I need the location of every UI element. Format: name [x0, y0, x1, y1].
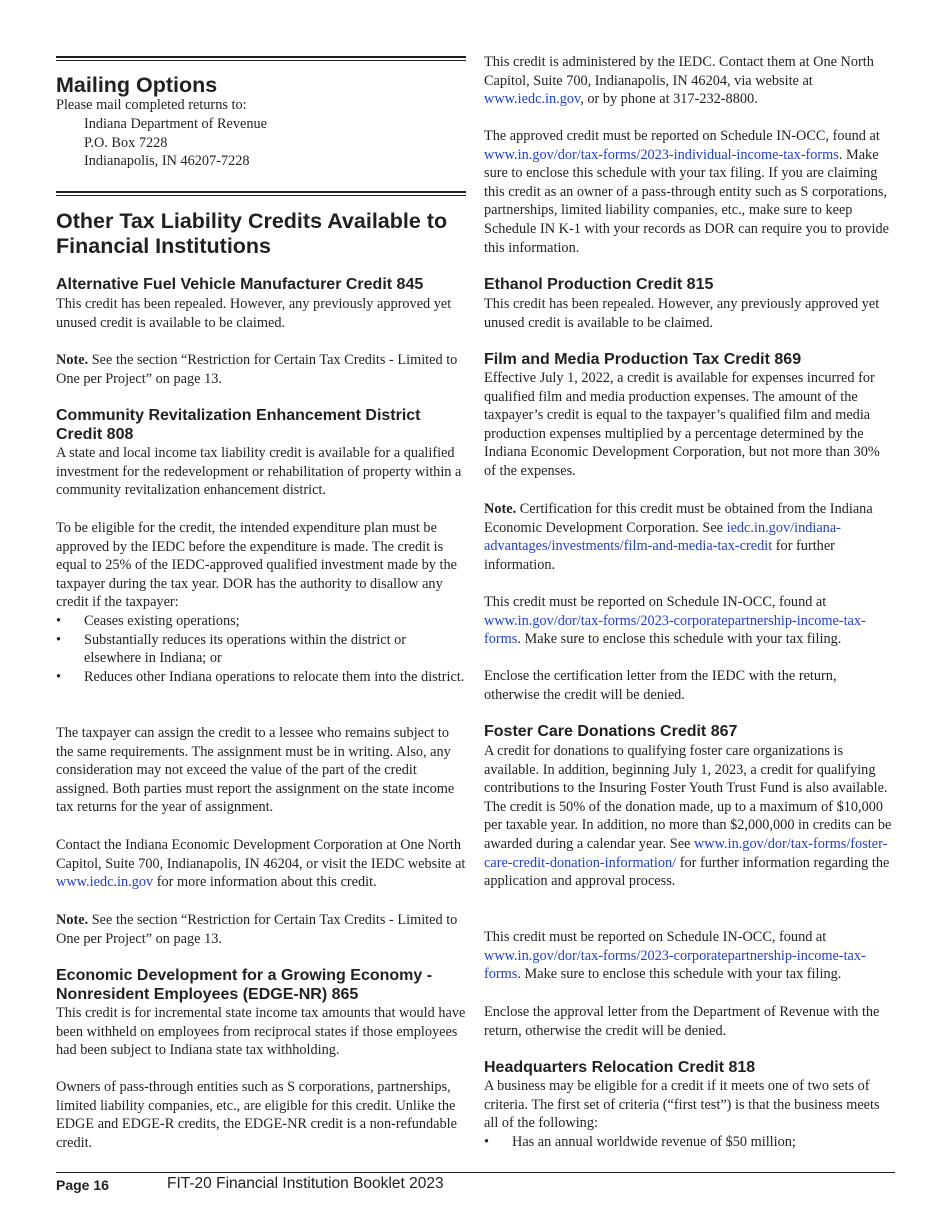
hq-bullet-list: [484, 1133, 895, 1152]
edge-paragraph-4: [484, 127, 895, 257]
list-item: • Has an annual worldwide revenue of $50 million;: [484, 1133, 895, 1152]
section-divider: [56, 191, 466, 196]
cred-note-text: See the section “Restriction for Certain Tax Credits - Limited to One per Project” on page 13.: [56, 912, 458, 947]
afv-heading: Alternative Fuel Vehicle Manufacturer Credit 845: [56, 276, 424, 293]
cred-heading: Community Revitalization Enhancement District Credit 808: [56, 407, 421, 443]
edge-paragraph-2: Owners of pass-through entities such as S corporations, partnerships, limited liability companies, etc., are eligible for this credit. Unlike the EDGE and EDGE-R credits, the EDGE-NR credit is a non-refundable credit.: [56, 1079, 457, 1151]
film-heading: Film and Media Production Tax Credit 869: [484, 351, 802, 368]
ethanol-heading: Ethanol Production Credit 815: [484, 276, 714, 293]
cred-p4-text: Contact the Indiana Economic Development Corporation at One North Capitol, Suite 700, Indianapolis, IN 46204, or visit the IEDC website at: [56, 837, 466, 872]
film-p3-text: This credit must be reported on Schedule IN-OCC, found at: [484, 594, 827, 610]
foster-paragraph-3: Enclose the approval letter from the Department of Revenue with the return, otherwise the credit will be denied.: [484, 1004, 880, 1039]
edge-paragraph-3: [484, 53, 895, 109]
cred-paragraph-4: [56, 836, 466, 892]
foster-heading: Foster Care Donations Credit 867: [484, 723, 738, 740]
film-p3-text-end: . Make sure to enclose this schedule with your tax filing.: [517, 631, 842, 648]
foster-care-link[interactable]: www.in.gov/dor/tax-forms/foster-care-credit-donation-information/: [484, 835, 888, 871]
mailing-address: [56, 115, 466, 171]
cred-paragraph-2: To be eligible for the credit, the intended expenditure plan must be approved by the IEDC before the expenditure is made. The credit is equal to 25% of the IEDC-approved qualified investment made by the taxpayer during the tax year. DOR has the authority to disallow any credit if the taxpayer:: [56, 520, 457, 611]
film-note-text-end: for further information.: [484, 538, 835, 573]
edge-p4-text: The approved credit must be reported on Schedule IN-OCC, found at: [484, 128, 880, 144]
afv-text: This credit has been repealed. However, any previously approved yet unused credit is available to be claimed.: [56, 296, 452, 331]
film-note: [484, 500, 895, 574]
cred-note: [56, 911, 466, 948]
page-number: Page 16: [56, 1177, 109, 1193]
cred-paragraph-1: A state and local income tax liability credit is available for a qualified investment for the redevelopment or rehabilitation of property within a community revitalization enhancement district.: [56, 445, 462, 499]
footer-divider: [56, 1172, 895, 1173]
note-label: Note.: [56, 912, 89, 928]
foster-paragraph-2: [484, 928, 895, 984]
mailing-intro: Please mail completed returns to:: [56, 97, 247, 113]
film-note-text: Certification for this credit must be obtained from the Indiana Economic Development Corporation. See: [484, 501, 873, 536]
edge-heading: Economic Development for a Growing Economy - Nonresident Employees (EDGE-NR) 865: [56, 967, 433, 1003]
address-line-3: Indianapolis, IN 46207-7228: [84, 153, 250, 170]
foster-p1-text: A credit for donations to qualifying foster care organizations is available. In addition, beginning July 1, 2023, a credit for qualifying contributions to the Insuring Foster Youth Trust Fund is also available. The credit is 50% of the donation made, up to a maximum of $10,000 per taxable year. In addition, no more than $2,000,000 in credits can be awarded during a calendar year. See: [484, 743, 892, 852]
address-line-2: P.O. Box 7228: [84, 134, 168, 151]
list-item: • Ceases existing operations;: [56, 612, 466, 631]
booklet-title: FIT-20 Financial Institution Booklet 2023: [167, 1175, 444, 1192]
section-title: Other Tax Liability Credits Available to Financial Institutions: [56, 209, 448, 258]
hq-paragraph-1: A business may be eligible for a credit if it meets one of two sets of criteria. The first set of criteria (“first test”) is that the business meets all of the following:: [484, 1078, 880, 1132]
top-divider: [56, 56, 466, 61]
edge-p3-text-end: , or by phone at 317-232-8800.: [580, 91, 758, 108]
address-line-1: Indiana Department of Revenue: [84, 116, 268, 132]
note-label: Note.: [484, 501, 517, 517]
edge-p4-text-end: . Make sure to enclose this schedule with your tax filing. If you are claiming this credit as an owner of a pass-through entity such as S corporations, partnerships, limited liability companies, etc., make sure to keep Schedule IN K-1 with your records as DOR can require you to provide this information.: [484, 146, 889, 256]
film-paragraph-1: Effective July 1, 2022, a credit is available for expenses incurred for qualified film and media production expenses. The amount of the taxpayer’s credit is equal to the taxpayer’s qualified film and media production expenses multiplied by a percentage determined by the Indiana Economic Development Corporation, but not more than 30% of the expenses.: [484, 370, 880, 479]
edge-paragraph-1: This credit is for incremental state income tax amounts that would have been withheld on employees from reciprocal states if those employees had been subject to Indiana state tax withholding.: [56, 1005, 466, 1059]
hq-heading: Headquarters Relocation Credit 818: [484, 1059, 756, 1076]
list-item: • Reduces other Indiana operations to relocate them into the district.: [56, 668, 466, 687]
edge-p3-text: This credit is administered by the IEDC. Contact them at One North Capitol, Suite 700, Indianapolis, IN 46204, via website at: [484, 54, 874, 89]
ethanol-text: This credit has been repealed. However, any previously approved yet unused credit is available to be claimed.: [484, 296, 880, 331]
foster-paragraph-1: [484, 742, 895, 891]
foster-p1-text-end: for further information regarding the application and approval process.: [484, 854, 890, 890]
film-paragraph-3: [484, 593, 895, 649]
mailing-options-title: Mailing Options: [56, 73, 218, 97]
corporate-forms-link[interactable]: www.in.gov/dor/tax-forms/2023-corporatepartnership-income-tax-forms: [484, 612, 866, 648]
cred-p4-text-end: for more information about this credit.: [153, 874, 377, 891]
iedc-link[interactable]: www.iedc.in.gov: [484, 91, 581, 108]
foster-p2-text-end: . Make sure to enclose this schedule with your tax filing.: [517, 966, 842, 983]
individual-forms-link[interactable]: www.in.gov/dor/tax-forms/2023-individual-income-tax-forms: [484, 146, 839, 163]
cred-paragraph-3: The taxpayer can assign the credit to a lessee who remains subject to the same requirements. The assignment must be in writing. Also, any consideration may not exceed the value of the part of the credit assigned. Both parties must report the assignment on the state income tax returns for the year of assignment.: [56, 725, 455, 816]
afv-note: [56, 351, 466, 388]
note-label: Note.: [56, 352, 89, 368]
iedc-link[interactable]: www.iedc.in.gov: [56, 874, 154, 891]
list-item: • Substantially reduces its operations within the district or elsewhere in Indiana; or: [56, 631, 466, 668]
corporate-forms-link[interactable]: www.in.gov/dor/tax-forms/2023-corporatepartnership-income-tax-forms: [484, 947, 866, 983]
afv-note-text: See the section “Restriction for Certain Tax Credits - Limited to One per Project” on page 13.: [56, 352, 458, 387]
cred-bullet-list: [56, 612, 466, 686]
foster-p2-text: This credit must be reported on Schedule IN-OCC, found at: [484, 929, 827, 945]
film-credit-link[interactable]: iedc.in.gov/indiana-advantages/investments/film-and-media-tax-credit: [484, 519, 841, 555]
film-paragraph-4: Enclose the certification letter from the IEDC with the return, otherwise the credit will be denied.: [484, 668, 837, 703]
